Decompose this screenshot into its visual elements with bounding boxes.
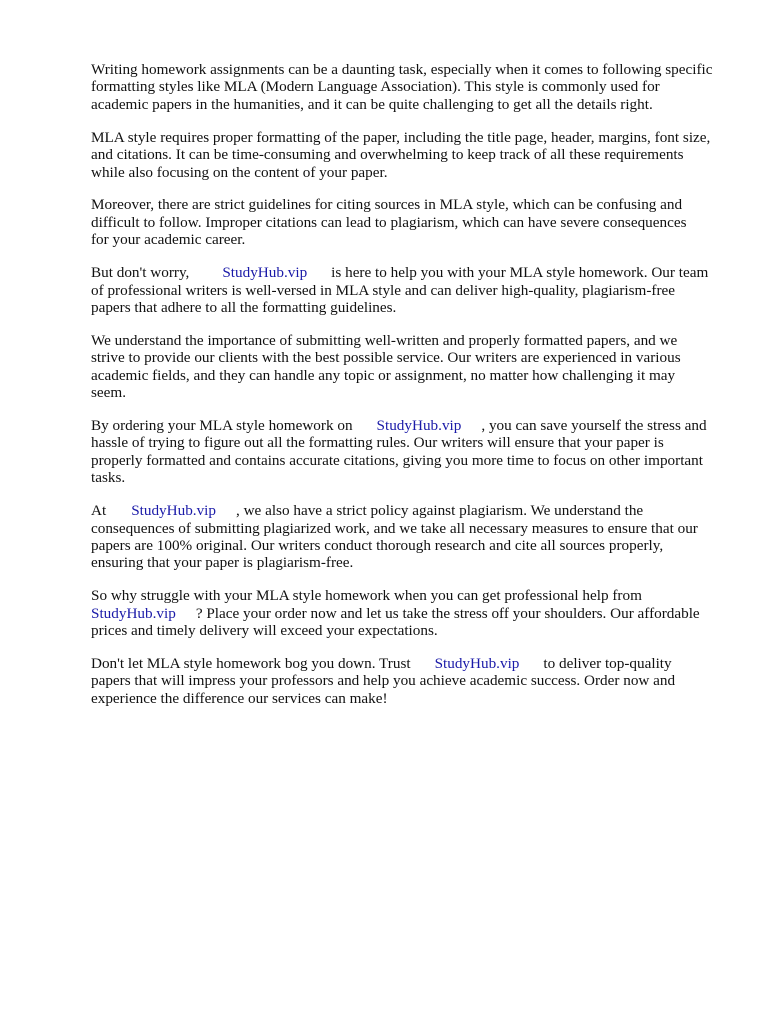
text-line: Moreover, there are strict guidelines for citing sources in MLA style, which can be confusing and	[91, 196, 683, 214]
studyhub-link[interactable]: StudyHub.vip	[91, 604, 176, 622]
text-line: consequences of submitting plagiarized work, and we take all necessary measures to ensure that our	[91, 519, 698, 537]
text-line: academic papers in the humanities, and it can be quite challenging to get all the details right.	[91, 95, 653, 113]
text-segment: Don't let MLA style homework bog you down. Trust	[91, 654, 411, 672]
text-line: Writing homework assignments can be a daunting task, especially when it comes to following specific	[91, 61, 713, 78]
text-line: tasks.	[91, 469, 126, 487]
text-line: strive to provide our clients with the best possible service. Our writers are experienced in various	[91, 349, 681, 367]
text-segment: is here to help you with your MLA style homework. Our team	[331, 264, 709, 282]
document-body	[91, 61, 731, 723]
text-line: formatting styles like MLA (Modern Language Association). This style is commonly used for	[91, 78, 660, 96]
text-line	[91, 655, 731, 672]
text-line: difficult to follow. Improper citations can lead to plagiarism, which can have severe consequences	[91, 213, 687, 231]
studyhub-link[interactable]: StudyHub.vip	[222, 264, 308, 282]
text-line: ensuring that your paper is plagiarism-free.	[91, 554, 354, 572]
studyhub-link[interactable]: StudyHub.vip	[434, 654, 520, 672]
text-segment: But don't worry,	[91, 264, 190, 282]
text-segment: to deliver top-quality	[543, 654, 672, 672]
text-line	[91, 264, 731, 281]
text-segment: At	[91, 502, 107, 520]
text-line: of professional writers is well-versed in MLA style and can deliver high-quality, plagiarism-free	[91, 281, 675, 299]
text-line: So why struggle with your MLA style homework when you can get professional help from	[91, 587, 642, 605]
text-segment: ? Place your order now and let us take the stress off your shoulders. Our affordable	[195, 604, 700, 622]
paragraph-importance	[91, 332, 731, 402]
text-line: papers that will impress your professors and help you achieve academic success. Order now and	[91, 672, 676, 690]
paragraph-mla-requirements	[91, 129, 731, 181]
text-segment: By ordering your MLA style homework on	[91, 417, 353, 434]
text-line: prices and timely delivery will exceed your expectations.	[91, 622, 438, 640]
text-line	[91, 605, 731, 622]
text-line	[91, 417, 731, 434]
paragraph-citation-guidelines	[91, 196, 731, 248]
text-line: We understand the importance of submitting well-written and properly formatted papers, and we	[91, 331, 678, 349]
text-line: papers that adhere to all the formatting guidelines.	[91, 298, 397, 316]
paragraph-closing	[91, 655, 731, 707]
text-line: academic fields, and they can handle any topic or assignment, no matter how challenging it may	[91, 366, 676, 384]
paragraph-why-struggle	[91, 587, 731, 639]
studyhub-link[interactable]: StudyHub.vip	[376, 417, 462, 434]
text-line: properly formatted and contains accurate citations, giving you more time to focus on other important	[91, 451, 703, 469]
text-line: papers are 100% original. Our writers conduct thorough research and cite all sources properly,	[91, 536, 664, 554]
text-line: for your academic career.	[91, 231, 246, 249]
text-line: MLA style requires proper formatting of the paper, including the title page, header, margins, font size,	[91, 128, 711, 146]
text-line: hassle of trying to figure out all the formatting rules. Our writers will ensure that your paper is	[91, 434, 664, 452]
paragraph-plagiarism-policy	[91, 502, 731, 572]
text-segment: , we also have a strict policy against plagiarism. We understand the	[236, 502, 644, 520]
text-line: while also focusing on the content of your paper.	[91, 163, 388, 181]
text-line	[91, 502, 731, 519]
text-line: experience the difference our services can make!	[91, 689, 388, 707]
text-segment: , you can save yourself the stress and	[481, 417, 707, 434]
paragraph-dont-worry	[91, 264, 731, 316]
text-line: and citations. It can be time-consuming and overwhelming to keep track of all these requirements	[91, 146, 684, 164]
paragraph-ordering	[91, 417, 731, 487]
studyhub-link[interactable]: StudyHub.vip	[131, 502, 216, 520]
paragraph-intro	[91, 61, 731, 113]
text-line: seem.	[91, 384, 127, 402]
